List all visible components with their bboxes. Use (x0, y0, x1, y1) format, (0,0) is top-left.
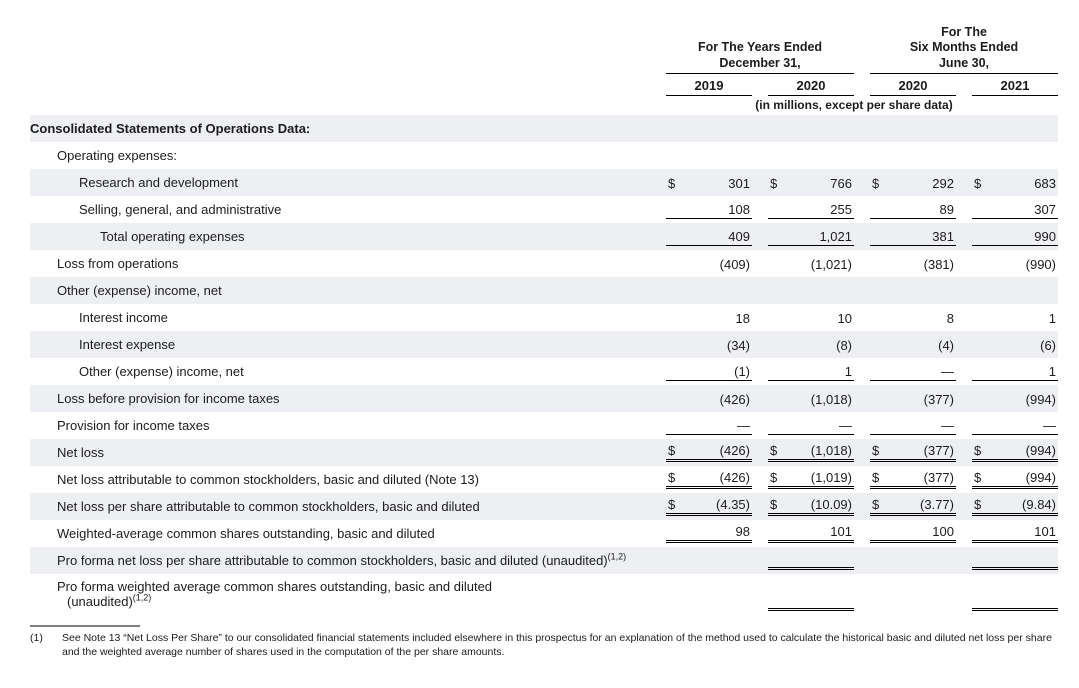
value-text (746, 122, 750, 137)
currency-symbol (974, 551, 978, 566)
year-header-row (30, 74, 1058, 96)
value-cell (956, 412, 1058, 439)
currency-symbol (872, 524, 876, 539)
table-row (30, 196, 1058, 223)
value-cell (854, 277, 956, 304)
value-text: (377) (923, 392, 954, 407)
row-label-text: Net loss (57, 445, 104, 460)
row-label (30, 520, 650, 547)
value-text (1052, 551, 1056, 566)
value-text: (9.84) (1022, 497, 1056, 512)
value-cell (956, 223, 1058, 250)
table-row (30, 412, 1058, 439)
currency-symbol (668, 554, 672, 569)
value-cell (854, 547, 956, 574)
value-text (848, 551, 852, 566)
value-text: 409 (728, 229, 750, 244)
value-text (746, 554, 750, 569)
value-cell (854, 250, 956, 277)
value-text: 766 (830, 176, 852, 191)
value-text: 89 (939, 202, 954, 217)
value-cell (650, 142, 752, 169)
table-row (30, 250, 1058, 277)
value-cell (956, 277, 1058, 304)
value-cell (956, 250, 1058, 277)
value-cell (956, 115, 1058, 142)
currency-symbol (668, 364, 672, 379)
currency-symbol: $ (770, 443, 778, 458)
value-cell (650, 223, 752, 250)
currency-symbol (668, 229, 672, 244)
financial-table (30, 14, 1058, 615)
currency-symbol (668, 311, 672, 326)
currency-symbol (974, 338, 978, 353)
value-text: (994) (1025, 443, 1056, 458)
value-cell (752, 250, 854, 277)
currency-symbol: $ (974, 443, 982, 458)
value-text: (426) (719, 392, 750, 407)
currency-symbol (668, 122, 672, 137)
column-group-title-line: Six Months Ended (909, 40, 1019, 54)
header-spacer (30, 14, 650, 74)
currency-symbol: $ (770, 497, 778, 512)
value-text: (426) (719, 470, 750, 485)
value-cell (650, 169, 752, 196)
currency-symbol (872, 149, 876, 164)
value-cell (854, 439, 956, 466)
value-text: (994) (1025, 392, 1056, 407)
value-text: — (839, 418, 852, 433)
currency-symbol (872, 364, 876, 379)
value-text: 292 (932, 176, 954, 191)
value-text (950, 595, 954, 610)
currency-symbol (668, 524, 672, 539)
value-text: 100 (932, 524, 954, 539)
value-cell (956, 142, 1058, 169)
currency-symbol (770, 418, 774, 433)
value-cell (854, 574, 956, 615)
value-cell (956, 385, 1058, 412)
currency-symbol (668, 338, 672, 353)
row-label (30, 331, 650, 358)
units-row (30, 96, 1058, 115)
value-text: 1,021 (819, 229, 852, 244)
footnote-divider (30, 625, 140, 627)
currency-symbol (668, 257, 672, 272)
value-cell (650, 250, 752, 277)
value-cell (752, 331, 854, 358)
value-cell (854, 412, 956, 439)
header-spacer (30, 96, 650, 115)
currency-symbol: $ (974, 497, 982, 512)
value-cell (956, 439, 1058, 466)
value-cell (956, 520, 1058, 547)
column-group-title-line: For The (941, 24, 987, 39)
row-label-text: Other (expense) income, net (79, 364, 244, 379)
currency-symbol: $ (872, 470, 880, 485)
column-group-title-line: For The Years Ended (697, 40, 823, 54)
currency-symbol (974, 202, 978, 217)
value-text: 10 (837, 311, 852, 326)
value-text: 1 (1048, 311, 1056, 326)
value-text (1052, 122, 1056, 137)
currency-symbol (872, 122, 876, 137)
value-cell (854, 385, 956, 412)
value-text: 101 (830, 524, 852, 539)
year-column-header: 2019 (650, 74, 752, 96)
currency-symbol (770, 592, 774, 607)
value-cell (650, 493, 752, 520)
currency-symbol: $ (770, 470, 778, 485)
currency-symbol (872, 257, 876, 272)
units-note: (in millions, except per share data) (755, 98, 953, 112)
value-cell (650, 439, 752, 466)
table-row (30, 169, 1058, 196)
value-text: (1,018) (810, 392, 852, 407)
currency-symbol (974, 122, 978, 137)
value-text (950, 284, 954, 299)
currency-symbol (974, 392, 978, 407)
value-cell (752, 304, 854, 331)
currency-symbol (872, 284, 876, 299)
value-cell (854, 142, 956, 169)
value-cell (650, 115, 752, 142)
currency-symbol (872, 554, 876, 569)
value-cell (650, 304, 752, 331)
value-cell (956, 196, 1058, 223)
row-label-text: Interest income (79, 310, 168, 325)
value-text (950, 122, 954, 137)
currency-symbol: $ (668, 470, 676, 485)
value-cell (854, 493, 956, 520)
row-label (30, 385, 650, 412)
value-text: — (737, 418, 750, 433)
table-row (30, 223, 1058, 250)
value-cell (854, 358, 956, 385)
value-cell (650, 358, 752, 385)
column-group-title-line: June 30, (938, 55, 990, 70)
table-row (30, 142, 1058, 169)
value-text: 381 (932, 229, 954, 244)
value-text (848, 122, 852, 137)
value-text (746, 595, 750, 610)
row-label-text: Selling, general, and administrative (79, 202, 282, 217)
value-text: — (941, 364, 954, 379)
footnote-ref: (1,2) (607, 551, 627, 562)
currency-symbol (872, 311, 876, 326)
row-label-text: Pro forma weighted average common shares outstanding, basic and diluted (57, 579, 493, 594)
table-body (30, 115, 1058, 615)
row-label-text: Interest expense (79, 337, 176, 352)
value-text: 307 (1034, 202, 1056, 217)
value-cell (752, 277, 854, 304)
row-label (30, 574, 650, 615)
currency-symbol (668, 392, 672, 407)
currency-symbol (974, 524, 978, 539)
value-cell (956, 574, 1058, 615)
row-label-text: Other (expense) income, net (57, 283, 222, 298)
value-text (1052, 592, 1056, 607)
currency-symbol (974, 149, 978, 164)
currency-symbol (974, 311, 978, 326)
value-text: (1,019) (810, 470, 852, 485)
value-text: (1,018) (810, 443, 852, 458)
value-text: — (941, 418, 954, 433)
currency-symbol (770, 257, 774, 272)
value-cell (956, 169, 1058, 196)
row-label (30, 358, 650, 385)
currency-symbol: $ (770, 176, 778, 191)
value-text: 990 (1034, 229, 1056, 244)
year-column-header: 2020 (854, 74, 956, 96)
row-label (30, 196, 650, 223)
currency-symbol (872, 338, 876, 353)
row-label-text: Consolidated Statements of Operations Data: (30, 121, 311, 136)
value-cell (956, 466, 1058, 493)
value-text: (1,021) (810, 257, 852, 272)
currency-symbol: $ (974, 470, 982, 485)
currency-symbol (974, 592, 978, 607)
value-cell (752, 574, 854, 615)
value-text: (6) (1040, 338, 1056, 353)
table-row (30, 385, 1058, 412)
currency-symbol (770, 149, 774, 164)
row-label-text: Net loss attributable to common stockholders, basic and diluted (Note 13) (57, 472, 479, 487)
row-label (30, 439, 650, 466)
value-text: — (1043, 418, 1056, 433)
value-cell (854, 169, 956, 196)
value-cell (854, 520, 956, 547)
footnote-marker: (1) (30, 632, 43, 644)
currency-symbol (770, 229, 774, 244)
row-label-text: Provision for income taxes (57, 418, 210, 433)
currency-symbol (770, 392, 774, 407)
value-text: (10.09) (810, 497, 852, 512)
value-cell (956, 331, 1058, 358)
row-label (30, 223, 650, 250)
table-row (30, 358, 1058, 385)
value-text (848, 284, 852, 299)
value-cell (854, 223, 956, 250)
value-cell (650, 196, 752, 223)
row-label-text: Research and development (79, 175, 238, 190)
currency-symbol (872, 229, 876, 244)
currency-symbol (770, 364, 774, 379)
currency-symbol (974, 284, 978, 299)
currency-symbol (770, 202, 774, 217)
value-cell (854, 466, 956, 493)
column-group-header (854, 14, 1058, 74)
value-cell (650, 277, 752, 304)
value-cell (752, 196, 854, 223)
value-text: 101 (1034, 524, 1056, 539)
footnote-ref: (1,2) (132, 592, 152, 603)
currency-symbol (974, 364, 978, 379)
currency-symbol: $ (872, 443, 880, 458)
table-row (30, 439, 1058, 466)
value-cell (854, 115, 956, 142)
currency-symbol (872, 418, 876, 433)
value-text (950, 149, 954, 164)
table-header (30, 14, 1058, 115)
value-text: 1 (844, 364, 852, 379)
value-cell (752, 115, 854, 142)
value-text: 255 (830, 202, 852, 217)
value-text: (4) (938, 338, 954, 353)
value-cell (752, 466, 854, 493)
currency-symbol (770, 524, 774, 539)
column-group-title-line: December 31, (719, 55, 801, 70)
value-text (848, 149, 852, 164)
currency-symbol (770, 311, 774, 326)
currency-symbol (668, 418, 672, 433)
row-label (30, 466, 650, 493)
value-text: 98 (735, 524, 750, 539)
value-cell (752, 493, 854, 520)
row-label-text: Loss before provision for income taxes (57, 391, 280, 406)
value-cell (650, 547, 752, 574)
value-text (746, 284, 750, 299)
currency-symbol: $ (668, 176, 676, 191)
value-text (746, 149, 750, 164)
value-text: (3.77) (920, 497, 954, 512)
row-label (30, 115, 650, 142)
row-label (30, 304, 650, 331)
row-label (30, 277, 650, 304)
table-row (30, 493, 1058, 520)
value-text: 8 (946, 311, 954, 326)
value-text: (1) (734, 364, 750, 379)
year-column-header: 2020 (752, 74, 854, 96)
value-text: 1 (1048, 364, 1056, 379)
value-cell (650, 466, 752, 493)
value-text (950, 554, 954, 569)
currency-symbol (770, 551, 774, 566)
currency-symbol: $ (872, 497, 880, 512)
row-label-text: Operating expenses: (57, 148, 177, 163)
row-label (30, 142, 650, 169)
value-text: (8) (836, 338, 852, 353)
value-cell (752, 169, 854, 196)
row-label-text: Pro forma net loss per share attributable to common stockholders, basic and diluted (unaudited)$^{(1,2)}$ (57, 551, 627, 568)
year-column-header: 2021 (956, 74, 1058, 96)
value-cell (752, 547, 854, 574)
value-cell (650, 574, 752, 615)
currency-symbol (974, 257, 978, 272)
currency-symbol: $ (668, 497, 676, 512)
row-label-text: Total operating expenses (100, 229, 245, 244)
value-text: 108 (728, 202, 750, 217)
value-cell (752, 439, 854, 466)
currency-symbol (872, 202, 876, 217)
value-cell (854, 304, 956, 331)
currency-symbol (770, 284, 774, 299)
footnote (30, 632, 1058, 659)
currency-symbol (668, 595, 672, 610)
footnote-text: See Note 13 “Net Loss Per Share” to our consolidated financial statements included elsewhere in this prospectus for an explanation of the method used to calculate the historical basic and diluted net loss per share and the weighted average number of shares used in the computation of the per share amounts. (62, 632, 1052, 658)
value-text (1052, 284, 1056, 299)
value-text: (994) (1025, 470, 1056, 485)
value-text: 18 (735, 311, 750, 326)
value-cell (752, 358, 854, 385)
row-label-text: Net loss per share attributable to common stockholders, basic and diluted (57, 499, 480, 514)
value-cell (650, 385, 752, 412)
value-text (848, 592, 852, 607)
row-label-text: Weighted-average common shares outstanding, basic and diluted (57, 526, 435, 541)
value-cell (956, 547, 1058, 574)
currency-symbol (668, 202, 672, 217)
currency-symbol: $ (668, 443, 676, 458)
value-cell (956, 358, 1058, 385)
value-text: (4.35) (716, 497, 750, 512)
table-row (30, 277, 1058, 304)
value-text: (377) (923, 470, 954, 485)
value-cell (956, 493, 1058, 520)
value-cell (752, 142, 854, 169)
value-cell (650, 520, 752, 547)
value-cell (650, 331, 752, 358)
table-row (30, 304, 1058, 331)
currency-symbol: $ (872, 176, 880, 191)
row-label (30, 493, 650, 520)
value-cell (854, 196, 956, 223)
value-text: 301 (728, 176, 750, 191)
value-text: 683 (1034, 176, 1056, 191)
group-header-row (30, 14, 1058, 74)
value-text: (990) (1025, 257, 1056, 272)
value-cell (650, 412, 752, 439)
currency-symbol (974, 418, 978, 433)
value-cell (752, 223, 854, 250)
row-label (30, 250, 650, 277)
row-label (30, 169, 650, 196)
value-text (1052, 149, 1056, 164)
table-row (30, 331, 1058, 358)
table-row (30, 520, 1058, 547)
currency-symbol (872, 595, 876, 610)
value-text: (377) (923, 443, 954, 458)
row-label-text: Loss from operations (57, 256, 179, 271)
currency-symbol (872, 392, 876, 407)
value-cell (752, 520, 854, 547)
row-label (30, 412, 650, 439)
value-cell (752, 385, 854, 412)
currency-symbol (770, 338, 774, 353)
currency-symbol (770, 122, 774, 137)
currency-symbol: $ (974, 176, 982, 191)
currency-symbol (974, 229, 978, 244)
header-spacer (30, 74, 650, 96)
value-cell (956, 304, 1058, 331)
value-text: (381) (923, 257, 954, 272)
table-row (30, 574, 1058, 615)
row-label (30, 547, 650, 574)
value-cell (854, 331, 956, 358)
currency-symbol (668, 149, 672, 164)
value-text: (426) (719, 443, 750, 458)
table-row (30, 547, 1058, 574)
currency-symbol (668, 284, 672, 299)
table-row (30, 115, 1058, 142)
column-group-header (650, 14, 854, 74)
value-text: (409) (719, 257, 750, 272)
value-cell (752, 412, 854, 439)
value-text: (34) (726, 338, 750, 353)
table-row (30, 466, 1058, 493)
row-label-text-2: (unaudited)$^{(1,2)}$ (67, 592, 152, 609)
